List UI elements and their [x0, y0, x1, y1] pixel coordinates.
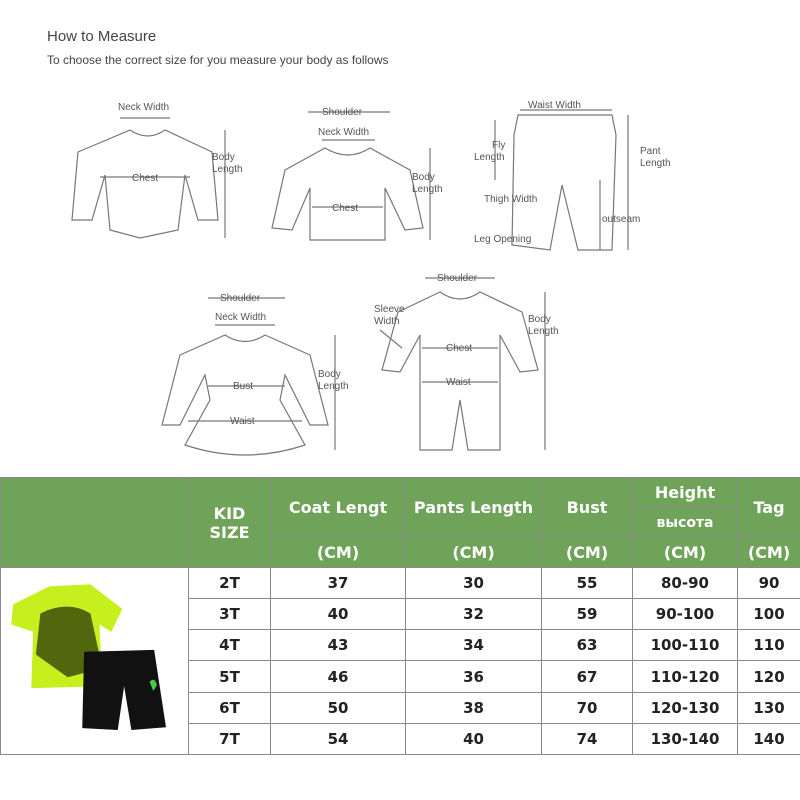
cell-coat-length: 54 [271, 723, 406, 754]
cell-tag: 110 [738, 630, 800, 661]
romper-diagram [374, 273, 559, 450]
header-height: Height [633, 478, 738, 508]
page-subtitle: To choose the correct size for you measure your body as follows [47, 53, 389, 67]
label-neck-width: Neck Width [215, 312, 267, 323]
size-chart-table [0, 477, 800, 755]
label-pant: Pant [640, 146, 661, 157]
unit-bust: (CM) [542, 538, 633, 568]
cell-kid-size: 2T [189, 568, 271, 599]
cell-tag: 140 [738, 723, 800, 754]
pants-diagram [474, 100, 671, 250]
label-waist: Waist [446, 377, 471, 388]
label-body: Body [412, 172, 435, 183]
dino-outfit-image [2, 568, 188, 750]
label-fly-length: Length [474, 152, 505, 163]
cell-bust: 70 [542, 692, 633, 723]
cell-coat-length: 46 [271, 661, 406, 692]
cell-tag: 130 [738, 692, 800, 723]
label-body: Body [528, 314, 551, 325]
header-pants-length: Pants Length [406, 478, 542, 538]
page-title: How to Measure [47, 28, 157, 45]
header-coat-length: Coat Lengt [271, 478, 406, 538]
cell-bust: 74 [542, 723, 633, 754]
dress-diagram [162, 293, 349, 455]
header-bust: Bust [542, 478, 633, 538]
label-outseam: outseam [602, 214, 641, 225]
unit-pants: (CM) [406, 538, 542, 568]
label-waist-width: Waist Width [528, 100, 581, 111]
unit-tag: (CM) [738, 538, 800, 568]
cell-kid-size: 3T [189, 599, 271, 630]
cell-kid-size: 7T [189, 723, 271, 754]
label-thigh-width: Thigh Width [484, 194, 538, 205]
header-tag: Tag [738, 478, 800, 538]
cell-coat-length: 50 [271, 692, 406, 723]
cell-height: 110-120 [633, 661, 738, 692]
cell-bust: 63 [542, 630, 633, 661]
label-body: Body [318, 369, 341, 380]
bodysuit-diagram [72, 102, 243, 238]
label-sleeve: Sleeve [374, 304, 405, 315]
label-chest: Chest [332, 203, 359, 214]
product-image [1, 568, 189, 755]
cell-height: 120-130 [633, 692, 738, 723]
label-chest: Chest [132, 173, 159, 184]
cell-kid-size: 6T [189, 692, 271, 723]
label-shoulder: Shoulder [220, 293, 261, 304]
header-height-ru: высота [633, 508, 738, 538]
cell-coat-length: 40 [271, 599, 406, 630]
cell-height: 90-100 [633, 599, 738, 630]
label-shoulder: Shoulder [322, 107, 363, 118]
unit-coat: (CM) [271, 538, 406, 568]
label-length: Length [528, 326, 559, 337]
label-pant-length: Length [640, 158, 671, 169]
header-blank [1, 478, 189, 568]
label-body: Body [212, 152, 235, 163]
label-length: Length [412, 184, 443, 195]
label-shoulder: Shoulder [437, 273, 478, 284]
cell-coat-length: 37 [271, 568, 406, 599]
label-chest: Chest [446, 343, 473, 354]
cell-height: 80-90 [633, 568, 738, 599]
cell-coat-length: 43 [271, 630, 406, 661]
label-neck-width: Neck Width [118, 102, 170, 113]
measurement-diagrams [0, 80, 800, 460]
cell-pants-length: 30 [406, 568, 542, 599]
cell-tag: 90 [738, 568, 800, 599]
cell-height: 100-110 [633, 630, 738, 661]
label-length: Length [318, 381, 349, 392]
cell-tag: 100 [738, 599, 800, 630]
label-bust: Bust [233, 381, 254, 392]
label-waist: Waist [230, 416, 255, 427]
label-neck-width: Neck Width [318, 127, 370, 138]
cell-height: 130-140 [633, 723, 738, 754]
shirt-diagram [272, 107, 443, 240]
header-kid-size: KID SIZE [189, 478, 271, 568]
cell-pants-length: 34 [406, 630, 542, 661]
cell-bust: 67 [542, 661, 633, 692]
table-row [1, 568, 800, 599]
cell-pants-length: 36 [406, 661, 542, 692]
cell-pants-length: 40 [406, 723, 542, 754]
label-length: Length [212, 164, 243, 175]
label-fly: Fly [492, 140, 506, 151]
cell-bust: 59 [542, 599, 633, 630]
cell-pants-length: 32 [406, 599, 542, 630]
unit-height: (CM) [633, 538, 738, 568]
label-leg-opening: Leg Opening [474, 234, 532, 245]
cell-tag: 120 [738, 661, 800, 692]
cell-kid-size: 5T [189, 661, 271, 692]
cell-pants-length: 38 [406, 692, 542, 723]
cell-bust: 55 [542, 568, 633, 599]
cell-kid-size: 4T [189, 630, 271, 661]
label-sleeve-width: Width [374, 316, 400, 327]
